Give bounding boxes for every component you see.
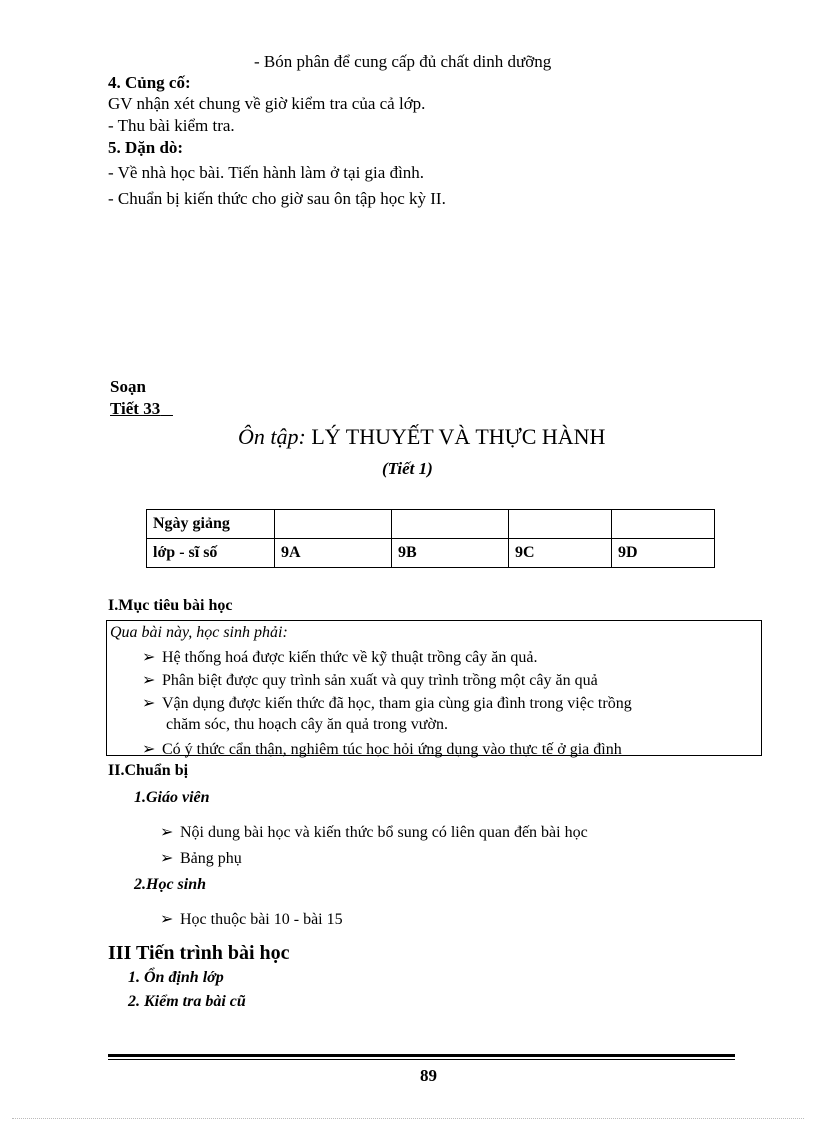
- list-item: ➢ Nội dung bài học và kiến thức bổ sung có liên quan đến bài học: [160, 824, 588, 841]
- schedule-table: [146, 509, 715, 568]
- lesson-title-prefix: Ôn tập:: [238, 424, 306, 449]
- homework-line: - Về nhà học bài. Tiến hành làm ở tại gia đình.: [108, 163, 425, 182]
- homework-heading: 5. Dặn dò:: [108, 138, 184, 157]
- arrow-bullet-icon: ➢: [160, 824, 174, 841]
- table-cell-label: lớp - sĩ số: [147, 539, 275, 568]
- objectives-heading: I.Mục tiêu bài học: [108, 597, 233, 614]
- consolidate-line: GV nhận xét chung về giờ kiểm tra của cả lớp.: [108, 94, 426, 113]
- process-step: 2. Kiểm tra bài cũ: [128, 993, 246, 1010]
- list-item: ➢ Có ý thức cẩn thận, nghiêm túc học hỏi ứng dụng vào thực tế ở gia đình: [142, 741, 622, 758]
- table-cell-class: 9C: [509, 539, 612, 568]
- list-item: ➢ Hệ thống hoá được kiến thức về kỹ thuật trồng cây ăn quả.: [142, 649, 538, 666]
- fertilizer-line: - Bón phân để cung cấp đủ chất dinh dưỡng: [254, 52, 552, 71]
- arrow-bullet-icon: ➢: [142, 672, 156, 689]
- consolidate-line: - Thu bài kiểm tra.: [108, 116, 235, 135]
- arrow-bullet-icon: ➢: [160, 911, 174, 928]
- objectives-intro: Qua bài này, học sinh phải:: [110, 624, 288, 641]
- arrow-bullet-icon: ➢: [160, 850, 174, 867]
- arrow-bullet-icon: ➢: [142, 695, 156, 712]
- consolidate-heading: 4. Củng cố:: [108, 73, 191, 92]
- list-item: ➢ Phân biệt được quy trình sản xuất và quy trình trồng một cây ăn quả: [142, 672, 598, 689]
- student-heading: 2.Học sinh: [134, 876, 207, 893]
- list-item-continuation: chăm sóc, thu hoạch cây ăn quả trong vườn.: [166, 716, 448, 733]
- list-item: ➢ Vận dụng được kiến thức đã học, tham gia cùng gia đình trong việc trồng: [142, 695, 632, 712]
- teacher-heading: 1.Giáo viên: [134, 789, 210, 806]
- page-number: 89: [420, 1066, 437, 1085]
- table-row: [147, 539, 715, 568]
- footer-divider: [108, 1054, 735, 1057]
- homework-line: - Chuẩn bị kiến thức cho giờ sau ôn tập học kỳ II.: [108, 189, 446, 208]
- arrow-bullet-icon: ➢: [142, 741, 156, 758]
- arrow-bullet-icon: ➢: [142, 649, 156, 666]
- table-cell-label: Ngày giảng: [147, 510, 275, 539]
- table-cell-class: 9B: [392, 539, 509, 568]
- preparation-heading: II.Chuẩn bị: [108, 762, 189, 779]
- table-cell: [612, 510, 715, 539]
- table-cell-class: 9A: [275, 539, 392, 568]
- lesson-title: [238, 424, 605, 450]
- process-step: 1. Ổn định lớp: [128, 969, 224, 986]
- footer-divider: [108, 1059, 735, 1060]
- soan-label: Soạn: [110, 377, 146, 396]
- table-cell: [275, 510, 392, 539]
- list-item: ➢ Học thuộc bài 10 - bài 15: [160, 911, 343, 928]
- table-cell: [392, 510, 509, 539]
- table-row: [147, 510, 715, 539]
- list-item: ➢ Bảng phụ: [160, 850, 242, 867]
- page-edge: [12, 1118, 804, 1119]
- table-cell-class: 9D: [612, 539, 715, 568]
- lesson-number: Tiết 33: [110, 399, 161, 418]
- process-heading: III Tiến trình bài học: [108, 942, 290, 964]
- lesson-title-main: LÝ THUYẾT VÀ THỰC HÀNH: [311, 424, 606, 449]
- table-cell: [509, 510, 612, 539]
- lesson-subtitle: (Tiết 1): [382, 459, 433, 478]
